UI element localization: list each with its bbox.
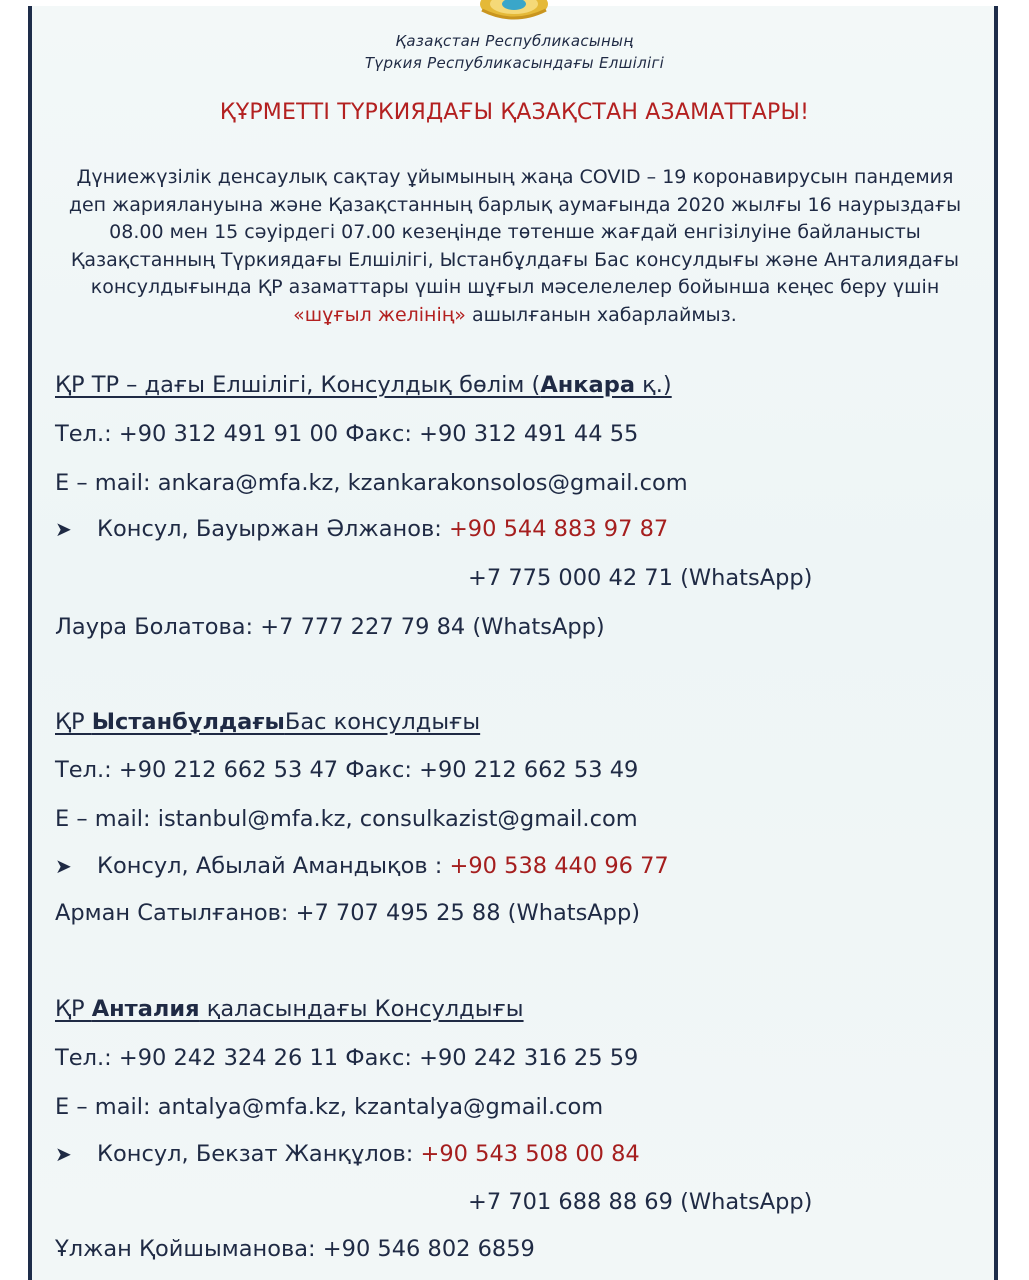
state-emblem-icon [477, 0, 551, 22]
antalya-consul-label: Консул, Бекзат Жанқұлов: [97, 1141, 414, 1167]
antalya-title-text: ҚР [55, 996, 92, 1022]
hotline-highlight: «шұғыл желінің» [293, 303, 466, 326]
antalya-consul-line [55, 1141, 640, 1167]
antalya-consul-phone: +90 543 508 00 84 [420, 1141, 640, 1167]
ankara-section-title [55, 372, 672, 398]
istanbul-contact-2: Арман Сатылғанов: +7 707 495 25 88 (WhatsApp) [55, 900, 641, 926]
arrow-bullet-icon: ➤ [55, 517, 72, 541]
intro-paragraph [62, 164, 968, 330]
ankara-consul-label: Консул, Бауыржан Әлжанов: [97, 516, 442, 542]
istanbul-city-name: Ыстанбұлдағы [91, 709, 285, 735]
antalya-title-suffix: қаласындағы Консулдығы [199, 996, 524, 1022]
ankara-title-suffix: қ.) [635, 372, 672, 398]
istanbul-section-title [55, 709, 480, 735]
antalya-consul-whatsapp: +7 701 688 88 69 (WhatsApp) [468, 1189, 813, 1215]
ankara-consul-phone: +90 544 883 97 87 [448, 516, 669, 542]
antalya-city-name: Анталия [91, 996, 200, 1022]
antalya-email: E – mail: antalya@mfa.kz, kzantalya@gmail.com [55, 1094, 604, 1120]
ankara-email: E – mail: ankara@mfa.kz, kzankarakonsolos@gmail.com [55, 470, 688, 496]
intro-text: Дүниежүзілік денсаулық сақтау ұйымының жаңа COVID – 19 коронавирусын пандемия деп жариялануына және Қазақстанның барлық аумағында 2020 жылғы 16 наурыздағы 08.00 мен 15 сәуірдегі 07.00 кезеңінде төтенше жағдай енгізілуіне байланысты Қазақстанның Түркиядағы Елшілігі, Ыстанбұлдағы Бас консулдығы және Анталиядағы консулдығында ҚР азаматтары үшін шұғыл мәселелелер бойынша кеңес беру үшін [68, 166, 962, 299]
istanbul-title-text: ҚР [55, 709, 92, 735]
ankara-consul-whatsapp: +7 775 000 42 71 (WhatsApp) [468, 565, 813, 591]
istanbul-consul-line [55, 853, 669, 879]
ankara-consul-line [55, 516, 668, 542]
istanbul-email: E – mail: istanbul@mfa.kz, consulkazist@gmail.com [55, 806, 638, 832]
ankara-title-text: ҚР ТР – дағы Елшілігі, Консулдық бөлім ( [55, 372, 541, 398]
embassy-header-line-2: Түркия Республикасындағы Елшілігі [364, 54, 665, 72]
embassy-header-line-1: Қазақстан Республикасының [395, 32, 634, 50]
ankara-phone-fax: Тел.: +90 312 491 91 00 Факс: +90 312 491 44 55 [55, 421, 639, 447]
antalya-section-title [55, 996, 524, 1022]
ankara-city-name: Анкара [540, 372, 636, 398]
istanbul-consul-label: Консул, Абылай Амандықов : [97, 853, 443, 879]
arrow-bullet-icon: ➤ [55, 1142, 72, 1166]
arrow-bullet-icon: ➤ [55, 854, 72, 878]
antalya-phone-fax: Тел.: +90 242 324 26 11 Факс: +90 242 316 25 59 [55, 1045, 639, 1071]
intro-text-end: ашылғанын хабарлаймыз. [471, 303, 737, 326]
istanbul-title-suffix: Бас консулдығы [284, 709, 481, 735]
ankara-contact-2: Лаура Болатова: +7 777 227 79 84 (WhatsApp) [55, 614, 605, 640]
istanbul-phone-fax: Тел.: +90 212 662 53 47 Факс: +90 212 662 53 49 [55, 757, 639, 783]
page-title: ҚҰРМЕТТІ ТҮРКИЯДАҒЫ ҚАЗАҚСТАН АЗАМАТТАРЫ! [219, 100, 810, 125]
antalya-contact-2: Ұлжан Қойшыманова: +90 546 802 6859 [55, 1236, 535, 1262]
istanbul-consul-phone: +90 538 440 96 77 [449, 853, 669, 879]
